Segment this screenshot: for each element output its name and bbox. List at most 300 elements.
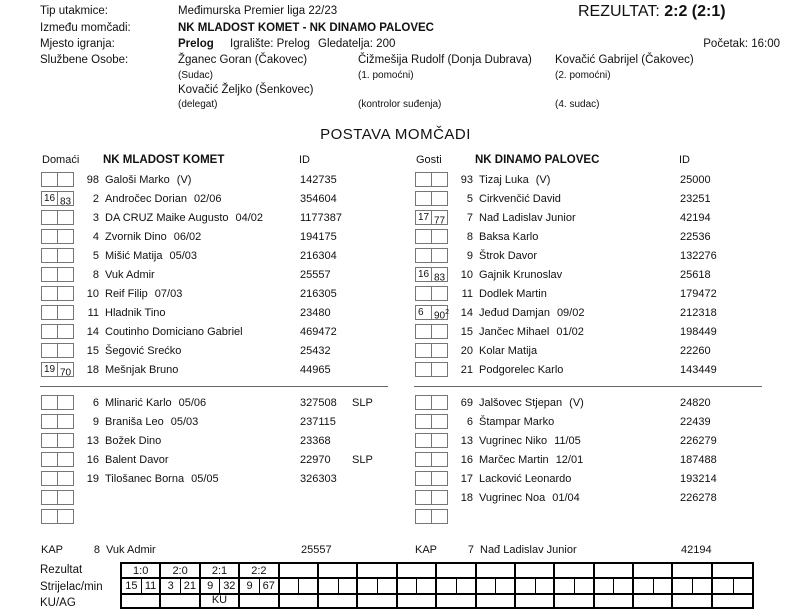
score-group bbox=[516, 564, 555, 607]
player-name bbox=[105, 231, 300, 243]
player-row bbox=[40, 341, 398, 360]
scorer-number-cell bbox=[437, 579, 456, 593]
player-id: 194175 bbox=[300, 230, 337, 243]
player-id: 193214 bbox=[680, 472, 717, 485]
player-number: 13 bbox=[86, 434, 99, 447]
sub-in-box bbox=[41, 452, 58, 467]
scorer-minute-cell: 11 bbox=[141, 579, 160, 593]
player-number: 6 bbox=[92, 396, 99, 409]
scorer-minute-cells bbox=[201, 579, 238, 595]
sub-in-box bbox=[415, 490, 432, 505]
sub-in-box bbox=[415, 191, 432, 206]
sub-out-box bbox=[57, 191, 74, 206]
player-tag: (V) bbox=[535, 173, 551, 186]
official-assistant1-role: (1. pomoćni) bbox=[358, 70, 414, 81]
sub-out-box bbox=[431, 395, 448, 410]
player-number: 69 bbox=[460, 396, 473, 409]
player-name-text: Zvornik Dino bbox=[105, 230, 167, 243]
player-row bbox=[40, 227, 398, 246]
kuag-cell bbox=[673, 595, 710, 607]
sub-in-box bbox=[415, 324, 432, 339]
player-name bbox=[105, 454, 300, 466]
score-group bbox=[634, 564, 673, 607]
score-group bbox=[319, 564, 358, 607]
sub-out-minute: 83 bbox=[434, 272, 446, 284]
player-row bbox=[414, 284, 772, 303]
player-row bbox=[414, 265, 772, 284]
scorer-minute-cell bbox=[338, 579, 357, 593]
player-id: 143449 bbox=[680, 363, 717, 376]
sub-out-minute: 77 bbox=[434, 215, 446, 227]
sub-in-box bbox=[415, 433, 432, 448]
player-name bbox=[105, 416, 300, 428]
sub-in-box bbox=[41, 395, 58, 410]
player-row bbox=[414, 208, 772, 227]
player-row bbox=[40, 469, 398, 488]
player-number: 4 bbox=[92, 230, 99, 243]
captain-number: 8 bbox=[93, 543, 100, 556]
player-name-text: Podgorelec Karlo bbox=[479, 363, 564, 376]
player-row bbox=[414, 341, 772, 360]
player-name-text: Lacković Leonardo bbox=[479, 472, 572, 485]
official-referee-role: (Sudac) bbox=[178, 70, 214, 81]
sub-out-box bbox=[431, 490, 448, 505]
player-number: 14 bbox=[460, 306, 473, 319]
captain-number: 7 bbox=[467, 543, 474, 556]
player-name bbox=[105, 435, 300, 447]
player-id: 22439 bbox=[680, 415, 711, 428]
kuag-cell bbox=[437, 595, 474, 607]
player-name-text: Vugrinec Noa bbox=[479, 491, 546, 504]
sub-in-box bbox=[41, 305, 58, 320]
match-type-label: Tip utakmice: bbox=[40, 5, 108, 17]
score-group bbox=[595, 564, 634, 607]
sub-out-box bbox=[431, 452, 448, 467]
player-name-text: Štrok Davor bbox=[479, 249, 538, 262]
sub-in-box bbox=[415, 452, 432, 467]
sub-in-box bbox=[415, 286, 432, 301]
score-cell bbox=[280, 564, 317, 579]
sub-in-box bbox=[41, 414, 58, 429]
player-name bbox=[105, 345, 300, 357]
scorer-minute-cells bbox=[122, 579, 159, 595]
sub-out-box bbox=[57, 414, 74, 429]
officials-grid bbox=[178, 54, 694, 113]
sub-out-box bbox=[431, 362, 448, 377]
player-tag: 05/03 bbox=[170, 415, 199, 428]
sub-in-box bbox=[415, 471, 432, 486]
player-row bbox=[414, 431, 772, 450]
scorer-minute-cells bbox=[477, 579, 514, 595]
player-number: 10 bbox=[460, 268, 473, 281]
player-id: 25432 bbox=[300, 344, 331, 357]
player-row bbox=[40, 208, 398, 227]
kuag-cell bbox=[122, 595, 159, 607]
scorer-minute-cell: 67 bbox=[259, 579, 278, 593]
score-cell: 2:0 bbox=[161, 564, 198, 579]
sub-in-box bbox=[41, 172, 58, 187]
player-name bbox=[479, 397, 680, 409]
player-slp-flag: SLP bbox=[352, 453, 373, 466]
sub-in-box bbox=[41, 210, 58, 225]
score-group bbox=[713, 564, 752, 607]
scorer-minute-cell bbox=[653, 579, 672, 593]
scorer-number-cell: 9 bbox=[246, 580, 253, 592]
player-name bbox=[479, 288, 680, 300]
scorer-minute-cell bbox=[574, 579, 593, 593]
sub-in-box: 16 bbox=[415, 267, 432, 282]
score-group bbox=[437, 564, 476, 607]
scorer-minute-cells bbox=[280, 579, 317, 595]
player-row bbox=[414, 170, 772, 189]
sub-in-box bbox=[41, 248, 58, 263]
scorer-minute-cells bbox=[398, 579, 435, 595]
player-tag: 04/02 bbox=[235, 211, 264, 224]
player-name bbox=[105, 492, 300, 504]
kuag-cell bbox=[319, 595, 356, 607]
sub-out-box bbox=[431, 343, 448, 358]
captain-name: Vuk Admir bbox=[106, 543, 156, 556]
player-name bbox=[479, 307, 680, 319]
official-assistant2-role: (2. pomoćni) bbox=[555, 70, 611, 81]
player-tag: 01/02 bbox=[556, 325, 584, 338]
scorer-number-cell: 15 bbox=[125, 580, 138, 592]
sub-in-box bbox=[415, 172, 432, 187]
player-id: 179472 bbox=[680, 287, 717, 300]
home-starters-list bbox=[40, 170, 398, 379]
player-id: 216305 bbox=[300, 287, 337, 300]
sub-out-minute-extra: 2 bbox=[445, 309, 450, 316]
player-id: 22260 bbox=[680, 344, 711, 357]
sub-in-box bbox=[41, 343, 58, 358]
sub-out-box bbox=[57, 286, 74, 301]
scorer-minute-cells bbox=[516, 579, 553, 595]
captain-label: KAP bbox=[415, 543, 438, 556]
player-id: 25618 bbox=[680, 268, 711, 281]
scorer-minute-cell bbox=[456, 579, 475, 593]
player-name-text: Jančec Mihael bbox=[479, 325, 550, 338]
venue-city: Prelog bbox=[178, 38, 214, 50]
player-name bbox=[479, 511, 680, 523]
kuag-cell bbox=[595, 595, 632, 607]
player-number: 18 bbox=[460, 491, 473, 504]
score-cell bbox=[477, 564, 514, 579]
player-name-text: Balent Davor bbox=[105, 453, 169, 466]
sub-in-box bbox=[41, 286, 58, 301]
player-id: 1177387 bbox=[300, 211, 343, 224]
player-id: 327508 bbox=[300, 396, 337, 409]
sub-out-box bbox=[431, 433, 448, 448]
player-name-text: Baksa Karlo bbox=[479, 230, 539, 243]
sub-in-box bbox=[415, 414, 432, 429]
player-row bbox=[414, 450, 772, 469]
player-tag: (V) bbox=[569, 396, 584, 409]
player-id: 469472 bbox=[300, 325, 337, 338]
scorer-minute-cell bbox=[535, 579, 554, 593]
scorer-minute-cells bbox=[555, 579, 592, 595]
player-id: 24820 bbox=[680, 396, 711, 409]
player-name-text: Coutinho Domiciano Gabriel bbox=[105, 325, 243, 338]
scorer-number-cell bbox=[477, 579, 496, 593]
sub-out-minute: 70 bbox=[60, 367, 72, 379]
player-name-text: Kolar Matija bbox=[479, 344, 538, 357]
sub-out-box bbox=[57, 471, 74, 486]
player-name-text: Šegović Srećko bbox=[105, 344, 182, 357]
player-number: 21 bbox=[460, 363, 473, 376]
official-fourth-role: (4. sudac) bbox=[555, 99, 600, 110]
player-row bbox=[414, 246, 772, 265]
sub-in-box bbox=[41, 471, 58, 486]
sub-out-box bbox=[431, 324, 448, 339]
score-cell: 1:0 bbox=[122, 564, 159, 579]
player-row bbox=[414, 507, 772, 526]
player-row bbox=[40, 360, 398, 379]
official-controller-role: (kontrolor suđenja) bbox=[358, 99, 442, 110]
sub-in-box bbox=[415, 509, 432, 524]
score-group bbox=[201, 564, 240, 607]
official-delegate: Kovačić Željko (Šenkovec) bbox=[178, 84, 314, 96]
kuag-row-label: KU/AG bbox=[40, 597, 76, 609]
player-number: 10 bbox=[86, 287, 99, 300]
sub-in-box: 19 bbox=[41, 362, 58, 377]
player-name bbox=[105, 473, 300, 485]
score-cell bbox=[358, 564, 395, 579]
sub-out-box bbox=[431, 414, 448, 429]
player-id: 226279 bbox=[680, 434, 717, 447]
player-row bbox=[414, 488, 772, 507]
sub-out-box bbox=[431, 471, 448, 486]
player-name-text: DA CRUZ Maike Augusto bbox=[105, 211, 229, 224]
scorer-number-cell bbox=[516, 579, 535, 593]
player-name-text: Hladnik Tino bbox=[105, 306, 166, 319]
player-name-text: Dodlek Martin bbox=[479, 287, 547, 300]
official-assistant1: Čižmešija Rudolf (Donja Dubrava) bbox=[358, 54, 532, 66]
scorer-minute-cell bbox=[613, 579, 632, 593]
player-number: 2 bbox=[92, 192, 99, 205]
player-id: 23368 bbox=[300, 434, 331, 447]
player-row bbox=[414, 393, 772, 412]
player-number: 93 bbox=[460, 173, 473, 186]
player-row bbox=[414, 412, 772, 431]
player-id: 42194 bbox=[680, 211, 711, 224]
player-name-text: Vuk Admir bbox=[105, 268, 155, 281]
scorer-number-cell bbox=[555, 579, 574, 593]
kuag-cell bbox=[280, 595, 317, 607]
score-progress-table bbox=[120, 562, 754, 609]
sub-in-box: 6 bbox=[415, 305, 432, 320]
result-label: REZULTAT: bbox=[578, 3, 660, 20]
venue-label: Mjesto igranja: bbox=[40, 38, 115, 50]
sub-out-box bbox=[431, 267, 448, 282]
scorer-minute-cell bbox=[377, 579, 396, 593]
player-tag: 09/02 bbox=[556, 306, 585, 319]
player-name-text: Reif Filip bbox=[105, 287, 148, 300]
score-group bbox=[161, 564, 200, 607]
player-id: 187488 bbox=[680, 453, 717, 466]
score-group bbox=[398, 564, 437, 607]
player-row bbox=[414, 322, 772, 341]
player-row bbox=[40, 507, 398, 526]
score-group bbox=[122, 564, 161, 607]
player-row bbox=[414, 227, 772, 246]
officials-empty-cell bbox=[358, 84, 555, 99]
kuag-cell bbox=[358, 595, 395, 607]
score-cell bbox=[555, 564, 592, 579]
kuag-cell bbox=[477, 595, 514, 607]
player-row bbox=[40, 189, 398, 208]
scorer-minute-cell bbox=[298, 579, 317, 593]
scorer-minute-cells bbox=[161, 579, 198, 595]
player-number: 5 bbox=[466, 192, 473, 205]
player-tag: 01/04 bbox=[552, 491, 580, 504]
sub-out-box bbox=[57, 324, 74, 339]
player-id: 216304 bbox=[300, 249, 337, 262]
player-name-text: Mešnjak Bruno bbox=[105, 363, 179, 376]
score-cell bbox=[673, 564, 710, 579]
scorer-minute-cells bbox=[437, 579, 474, 595]
away-roster-column bbox=[414, 150, 772, 559]
home-team-name: NK MLADOST KOMET bbox=[103, 154, 225, 166]
player-name-text: Andročec Dorian bbox=[105, 192, 187, 205]
score-group bbox=[673, 564, 712, 607]
player-name bbox=[105, 288, 300, 300]
subs-separator bbox=[40, 386, 388, 387]
scorer-number-cell bbox=[319, 579, 338, 593]
match-type-value: Međimurska Premier liga 22/23 bbox=[178, 5, 338, 17]
player-number: 16 bbox=[460, 453, 473, 466]
player-id: 22970 bbox=[300, 453, 331, 466]
score-cell bbox=[595, 564, 632, 579]
player-name bbox=[105, 326, 300, 338]
player-row bbox=[414, 360, 772, 379]
scorer-minute-cells bbox=[358, 579, 395, 595]
scorer-minute-cells bbox=[240, 579, 277, 595]
sub-out-box bbox=[57, 395, 74, 410]
sub-out-box bbox=[431, 210, 448, 225]
player-slp-flag: SLP bbox=[352, 396, 373, 409]
sub-in-box bbox=[41, 490, 58, 505]
player-tag: 07/03 bbox=[154, 287, 183, 300]
scorer-number-cell: 3 bbox=[167, 580, 174, 592]
sub-in-box bbox=[41, 267, 58, 282]
kuag-cell bbox=[398, 595, 435, 607]
sub-out-box bbox=[431, 286, 448, 301]
scorer-minute-cell bbox=[416, 579, 435, 593]
player-name-text: Božek Dino bbox=[105, 434, 162, 447]
scorer-number-cell bbox=[280, 579, 299, 593]
player-row bbox=[414, 303, 772, 322]
officials-empty-cell bbox=[555, 84, 694, 99]
player-row bbox=[40, 265, 398, 284]
sub-out-minute: 83 bbox=[60, 196, 72, 208]
player-number: 9 bbox=[466, 249, 473, 262]
captain-id: 42194 bbox=[681, 543, 712, 556]
scorer-minute-cells bbox=[319, 579, 356, 595]
player-tag: 02/06 bbox=[193, 192, 222, 205]
scorer-minute-cell bbox=[733, 579, 753, 593]
scorer-number-cell bbox=[713, 579, 733, 593]
home-captain-row bbox=[40, 540, 398, 559]
player-name-text: Mišić Matija bbox=[105, 249, 163, 262]
captain-label: KAP bbox=[41, 543, 64, 556]
player-name bbox=[105, 511, 300, 523]
sub-in-box bbox=[415, 229, 432, 244]
kuag-cell bbox=[713, 595, 752, 607]
official-assistant2: Kovačić Gabrijel (Čakovec) bbox=[555, 54, 694, 66]
away-subs-list bbox=[414, 393, 772, 526]
scorer-minute-cells bbox=[595, 579, 632, 595]
home-id-header: ID bbox=[299, 154, 310, 166]
sub-out-box bbox=[431, 191, 448, 206]
player-name bbox=[105, 193, 300, 205]
player-number: 15 bbox=[86, 344, 99, 357]
player-name-text: Jeđud Damjan bbox=[479, 306, 550, 319]
teams-value: NK MLADOST KOMET - NK DINAMO PALOVEC bbox=[178, 22, 434, 34]
player-id: 212318 bbox=[680, 306, 717, 319]
captain-id: 25557 bbox=[301, 543, 332, 556]
away-starters-list bbox=[414, 170, 772, 379]
official-delegate-role: (delegat) bbox=[178, 99, 218, 110]
player-name bbox=[479, 345, 680, 357]
kuag-cell bbox=[516, 595, 553, 607]
player-row bbox=[40, 284, 398, 303]
player-id: 198449 bbox=[680, 325, 717, 338]
player-name bbox=[479, 416, 680, 428]
home-side-label: Domaći bbox=[42, 154, 80, 166]
score-cell bbox=[319, 564, 356, 579]
player-number: 13 bbox=[460, 434, 473, 447]
sub-out-box bbox=[57, 229, 74, 244]
teams-label: Između momčadi: bbox=[40, 22, 131, 34]
player-tag: 05/05 bbox=[191, 472, 219, 485]
player-tag: 05/06 bbox=[178, 396, 207, 409]
sub-in-box bbox=[41, 433, 58, 448]
player-name bbox=[479, 454, 680, 466]
player-number: 19 bbox=[86, 472, 99, 485]
player-number: 98 bbox=[86, 173, 99, 186]
player-id: 25000 bbox=[680, 173, 711, 186]
player-name bbox=[479, 193, 680, 205]
scorer-number-cell: 9 bbox=[207, 580, 214, 592]
scorer-number-cell bbox=[673, 579, 692, 593]
score-cell bbox=[634, 564, 671, 579]
player-number: 17 bbox=[460, 472, 473, 485]
score-group bbox=[555, 564, 594, 607]
lineup-title: POSTAVA MOMČADI bbox=[320, 126, 471, 143]
away-roster-header bbox=[414, 150, 772, 170]
player-id: 226278 bbox=[680, 491, 717, 504]
score-group bbox=[240, 564, 279, 607]
score-cell bbox=[713, 564, 752, 579]
scorer-number-cell bbox=[595, 579, 614, 593]
kuag-cell: KU bbox=[211, 594, 228, 606]
player-row bbox=[40, 412, 398, 431]
player-name bbox=[105, 269, 300, 281]
player-name bbox=[479, 326, 680, 338]
player-name-text: Gajnik Krunoslav bbox=[479, 268, 563, 281]
kuag-cell bbox=[555, 595, 592, 607]
sub-out-box bbox=[57, 452, 74, 467]
scorer-minute-cell bbox=[692, 579, 711, 593]
player-number: 18 bbox=[86, 363, 99, 376]
home-subs-list bbox=[40, 393, 398, 526]
sub-out-box bbox=[57, 362, 74, 377]
kickoff-time: Početak: 16:00 bbox=[703, 38, 780, 50]
player-id: 23480 bbox=[300, 306, 331, 319]
score-group bbox=[477, 564, 516, 607]
sub-out-box bbox=[57, 267, 74, 282]
sub-out-minute: 90 bbox=[434, 310, 446, 322]
